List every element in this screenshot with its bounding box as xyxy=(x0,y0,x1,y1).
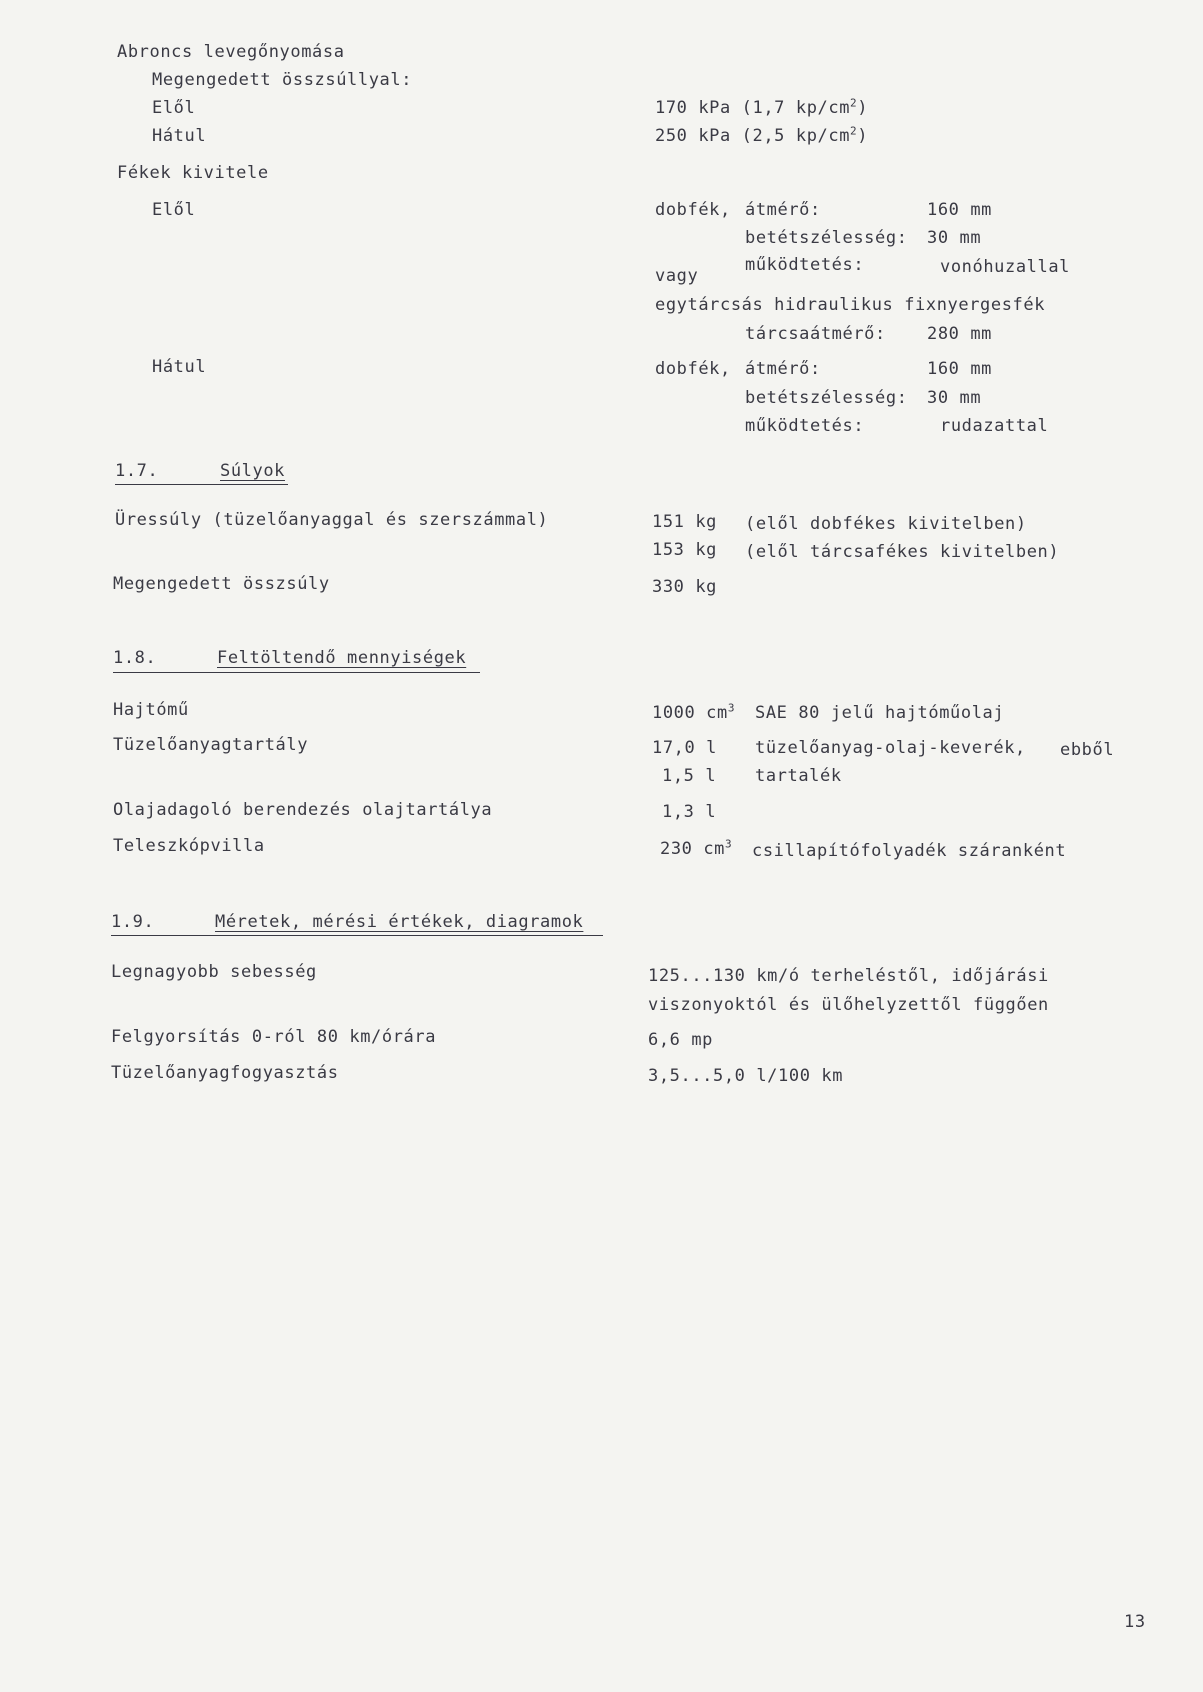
section-1-8-underline xyxy=(113,672,480,673)
brakes-front-label: Elől xyxy=(152,200,196,220)
brakes-rear-drum: dobfék, xyxy=(655,359,731,379)
brakes-front-or: vagy xyxy=(655,266,699,286)
section-1-8-number: 1.8. xyxy=(113,648,157,668)
brakes-front-drum: dobfék, xyxy=(655,200,731,220)
gearbox-value: 1000 $cm^3$ xyxy=(652,701,736,723)
section-1-9-underline xyxy=(111,935,603,936)
fuel-tank-label: Tüzelőanyagtartály xyxy=(113,735,309,755)
brakes-front-width-label: betétszélesség: xyxy=(745,228,908,248)
section-1-7-underline xyxy=(115,484,288,485)
fuel-consumption-label: Tüzelőanyagfogyasztás xyxy=(111,1063,339,1083)
brakes-rear-actuation-label: működtetés: xyxy=(745,416,865,436)
brakes-rear-width-value: 30 mm xyxy=(927,388,982,408)
fuel-tank-value-1: 17,0 l xyxy=(652,738,718,758)
brakes-rear-label: Hátul xyxy=(152,357,207,377)
tire-pressure-subheading: Megengedett összsúllyal: xyxy=(152,70,413,90)
brakes-front-actuation-value: vonóhuzallal xyxy=(940,257,1071,277)
fuel-tank-note-2: tartalék xyxy=(755,766,842,786)
brakes-front-disc-diameter-value: 280 mm xyxy=(927,324,993,344)
fuel-tank-note-1b: ebből xyxy=(1060,740,1115,760)
brakes-front-diameter-value: 160 mm xyxy=(927,200,993,220)
fork-note: csillapítófolyadék száranként xyxy=(752,841,1067,861)
empty-weight-value-2: 153 kg xyxy=(652,540,718,560)
acceleration-value: 6,6 mp xyxy=(648,1030,714,1050)
section-1-9-number: 1.9. xyxy=(111,912,155,932)
brakes-rear-diameter-label: átmérő: xyxy=(745,359,821,379)
brakes-rear-actuation-value: rudazattal xyxy=(940,416,1049,436)
tire-pressure-heading: Abroncs levegőnyomása xyxy=(117,42,345,62)
gearbox-note: SAE 80 jelű hajtóműolaj xyxy=(755,703,1005,723)
brakes-rear-width-label: betétszélesség: xyxy=(745,388,908,408)
brakes-front-disc: egytárcsás hidraulikus fixnyergesfék xyxy=(655,295,1046,315)
tire-front-label: Elől xyxy=(152,98,196,118)
brakes-front-disc-diameter-label: tárcsaátmérő: xyxy=(745,324,886,344)
section-1-8-title: Feltöltendő mennyiségek xyxy=(217,648,467,668)
tire-rear-value: 250 kPa (2,5 $kp/cm^2$) xyxy=(655,124,869,146)
brakes-rear-diameter-value: 160 mm xyxy=(927,359,993,379)
oil-tank-label: Olajadagoló berendezés olajtartálya xyxy=(113,800,493,820)
brakes-heading: Fékek kivitele xyxy=(117,163,269,183)
max-speed-value-1: 125...130 km/ó terheléstől, időjárási xyxy=(648,966,1049,986)
brakes-front-width-value: 30 mm xyxy=(927,228,982,248)
section-1-7-title: Súlyok xyxy=(220,461,286,481)
oil-tank-value: 1,3 l xyxy=(662,802,717,822)
gross-weight-value: 330 kg xyxy=(652,577,718,597)
gross-weight-label: Megengedett összsúly xyxy=(113,574,330,594)
section-1-7-number: 1.7. xyxy=(115,461,159,481)
empty-weight-note-2: (elől tárcsafékes kivitelben) xyxy=(745,542,1060,562)
fuel-tank-value-2: 1,5 l xyxy=(662,766,717,786)
page-number: 13 xyxy=(1124,1612,1146,1632)
section-1-9-title: Méretek, mérési értékek, diagramok xyxy=(215,912,584,932)
empty-weight-label: Üressúly (tüzelőanyaggal és szerszámmal) xyxy=(115,510,549,530)
empty-weight-value-1: 151 kg xyxy=(652,512,718,532)
brakes-front-diameter-label: átmérő: xyxy=(745,200,821,220)
gearbox-label: Hajtómű xyxy=(113,700,189,720)
max-speed-value-2: viszonyoktól és ülőhelyzettől függően xyxy=(648,995,1049,1015)
tire-rear-label: Hátul xyxy=(152,126,207,146)
fuel-consumption-value: 3,5...5,0 l/100 km xyxy=(648,1066,844,1086)
max-speed-label: Legnagyobb sebesség xyxy=(111,962,317,982)
fuel-tank-note-1: tüzelőanyag-olaj-keverék, xyxy=(755,738,1026,758)
acceleration-label: Felgyorsítás 0-ról 80 km/órára xyxy=(111,1027,437,1047)
empty-weight-note-1: (elől dobfékes kivitelben) xyxy=(745,514,1027,534)
fork-label: Teleszkópvilla xyxy=(113,836,265,856)
tire-front-value: 170 kPa (1,7 $kp/cm^2$) xyxy=(655,96,869,118)
fork-value: 230 $cm^3$ xyxy=(660,837,733,859)
brakes-front-actuation-label: működtetés: xyxy=(745,255,865,275)
